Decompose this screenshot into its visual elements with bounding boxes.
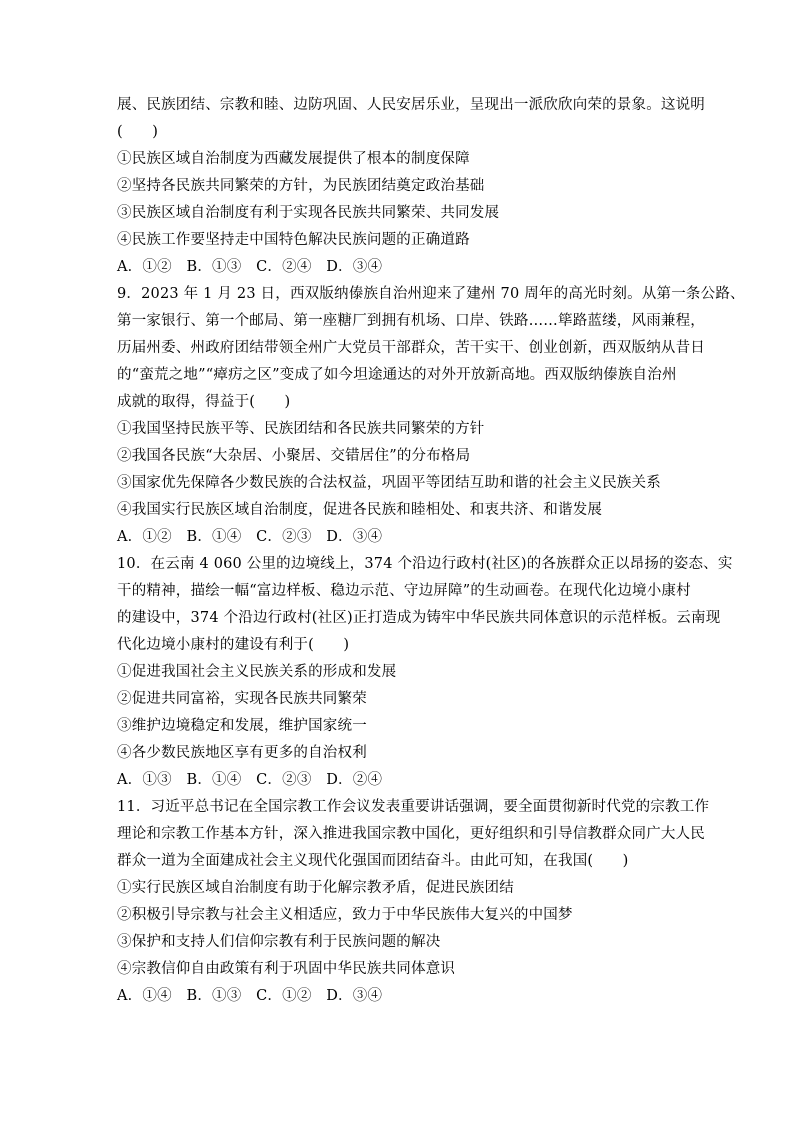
q9-stem-line: 第一家银行、第一个邮局、第一座糖厂到拥有机场、口岸、铁路……筚路蓝缕，风雨兼程， xyxy=(117,313,705,329)
q8-stem-end: 展、民族团结、宗教和睦、边防巩固、人民安居乐业，呈现出一派欣欣向荣的景象。这说明 xyxy=(117,97,705,113)
q11-option-4: ④宗教信仰自由政策有利于巩固中华民族共同体意识 xyxy=(117,961,456,977)
q11-stem-line: 群众一道为全面建成社会主义现代化强国而团结奋斗。由此可知，在我国( ) xyxy=(117,853,629,869)
q10-stem-line: 10．在云南 4 060 公里的边境线上，374 个沿边行政村(社区)的各族群众正以昂扬的姿态、实 xyxy=(117,556,733,572)
q8-option-2: ②坚持各民族共同繁荣的方针，为民族团结奠定政治基础 xyxy=(117,178,485,194)
q10-stem-line: 代化边境小康村的建设有利于( ) xyxy=(117,637,350,653)
q8-option-3: ③民族区域自治制度有利于实现各民族共同繁荣、共同发展 xyxy=(117,205,500,221)
q11-option-3: ③保护和支持人们信仰宗教有利于民族问题的解决 xyxy=(117,934,441,950)
q8-option-4: ④民族工作要坚持走中国特色解决民族问题的正确道路 xyxy=(117,232,470,248)
q9-stem-line: 的“蛮荒之地”“瘴疠之区”变成了如今坦途通达的对外开放新高地。西双版纳傣族自治州 xyxy=(117,367,677,383)
q9-choices: A．①② B．①④ C．②③ D．③④ xyxy=(117,529,383,545)
q11-stem-line: 11．习近平总书记在全国宗教工作会议发表重要讲话强调，要全面贯彻新时代党的宗教工作 xyxy=(117,799,710,815)
q8-answer-blank: ( ) xyxy=(117,124,159,140)
q10-option-4: ④各少数民族地区享有更多的自治权利 xyxy=(117,745,367,761)
q10-stem-line: 的建设中，374 个沿边行政村(社区)正打造成为铸牢中华民族共同体意识的示范样板。云南现 xyxy=(117,610,721,626)
q9-stem-line: 历届州委、州政府团结带领全州广大党员干部群众，苦干实干、创业创新，西双版纳从昔日 xyxy=(117,340,705,356)
q10-stem-line: 干的精神，描绘一幅“富边样板、稳边示范、守边屏障”的生动画卷。在现代化边境小康村 xyxy=(117,583,691,599)
q10-option-2: ②促进共同富裕，实现各民族共同繁荣 xyxy=(117,691,367,707)
q11-option-2: ②积极引导宗教与社会主义相适应，致力于中华民族伟大复兴的中国梦 xyxy=(117,907,573,923)
document-page xyxy=(117,92,745,1010)
q8-choices: A．①② B．①③ C．②④ D．③④ xyxy=(117,259,383,275)
q8-option-1: ①民族区域自治制度为西藏发展提供了根本的制度保障 xyxy=(117,151,470,167)
q9-stem-line: 9．2023 年 1 月 23 日，西双版纳傣族自治州迎来了建州 70 周年的高光时刻。从第一条公路、 xyxy=(117,286,745,302)
q9-option-1: ①我国坚持民族平等、民族团结和各民族共同繁荣的方针 xyxy=(117,421,485,437)
q11-option-1: ①实行民族区域自治制度有助于化解宗教矛盾，促进民族团结 xyxy=(117,880,514,896)
q9-stem-line: 成就的取得，得益于( ) xyxy=(117,394,291,410)
q9-option-4: ④我国实行民族区域自治制度，促进各民族和睦相处、和衷共济、和谐发展 xyxy=(117,502,603,518)
q9-option-2: ②我国各民族“大杂居、小聚居、交错居住”的分布格局 xyxy=(117,448,471,464)
q10-option-1: ①促进我国社会主义民族关系的形成和发展 xyxy=(117,664,397,680)
q10-option-3: ③维护边境稳定和发展，维护国家统一 xyxy=(117,718,367,734)
q9-option-3: ③国家优先保障各少数民族的合法权益，巩固平等团结互助和谐的社会主义民族关系 xyxy=(117,475,661,491)
q11-stem-line: 理论和宗教工作基本方针，深入推进我国宗教中国化，更好组织和引导信教群众同广大人民 xyxy=(117,826,705,842)
q11-choices: A．①④ B．①③ C．①② D．③④ xyxy=(117,988,383,1004)
q10-choices: A．①③ B．①④ C．②③ D．②④ xyxy=(117,772,383,788)
